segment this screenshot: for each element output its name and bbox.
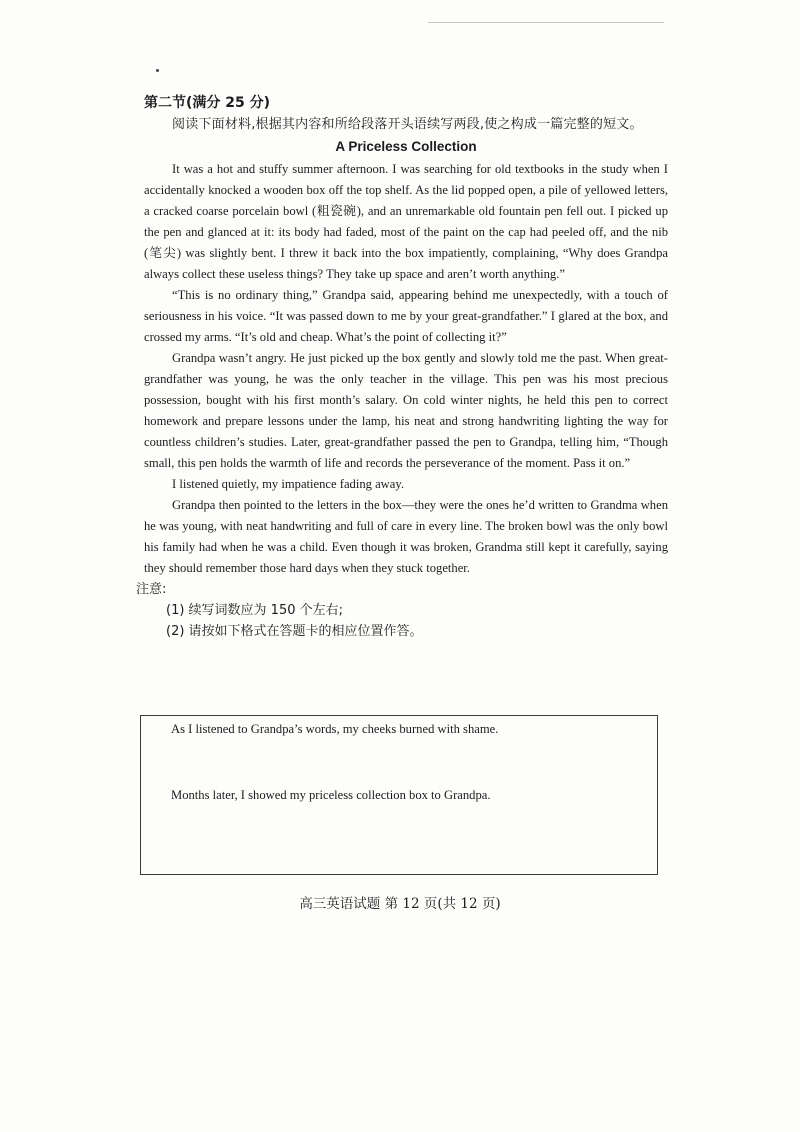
answer-box [140, 715, 658, 875]
story-paragraph: I listened quietly, my impatience fading away. [172, 477, 404, 491]
answer-opening-line-1: As I listened to Grandpa’s words, my cheeks burned with shame. [171, 722, 499, 736]
story-paragraph: It was a hot and stuffy summer afternoon. I was searching for old textbooks in the study when I accidentally knocked a wooden box off the top shelf. As the lid popped open, a pile of yellowed letters, a cracked coarse porcelain bowl (粗瓷碗), and an unremarkable old fountain pen fell out. I picked up the pen and glanced at it: its body had faded, most of the paint on the cap had peeled off, and the nib (笔尖) was slightly bent. I threw it back into the box impatiently, complaining, “Why does Grandpa always collect these useless things? They take up space and aren’t worth anything.” [144, 162, 668, 281]
top-rule [428, 22, 664, 23]
note-item: (1) 续写词数应为 150 个左右; [166, 603, 344, 618]
notes-heading: 注意: [136, 582, 167, 597]
section-title: 第二节(满分 25 分) [144, 95, 271, 111]
story-paragraph: “This is no ordinary thing,” Grandpa said, appearing behind me unexpectedly, with a touch of seriousness in his voice. “It was passed down to me by your great-grandfather.” I glared at the box, and crossed my arms. “It’s old and cheap. What’s the point of collecting it?” [144, 288, 668, 344]
answer-opening-line-2: Months later, I showed my priceless collection box to Grandpa. [171, 788, 491, 802]
scan-speck [156, 69, 159, 72]
task-instruction: 阅读下面材料,根据其内容和所给段落开头语续写两段,使之构成一篇完整的短文。 [172, 117, 643, 132]
story-paragraph: Grandpa then pointed to the letters in the box—they were the ones he’d written to Grandma when he was young, with neat handwriting and full of care in every line. The broken bowl was the only bowl his family had when he was a child. Even though it was broken, Grandma still kept it carefully, saying they should remember those hard days when they stuck together. [144, 498, 668, 575]
page-footer: 高三英语试题 第 12 页(共 12 页) [299, 896, 501, 912]
story-paragraph: Grandpa wasn’t angry. He just picked up the box gently and slowly told me the past. When great-grandfather was young, he was the only teacher in the village. This pen was his most precious possession, bought with his first month’s salary. On cold winter nights, he held this pen to correct homework and prepare lessons under the lamp, his neat and strong handwriting lighting the way for countless children’s studies. Later, great-grandfather passed the pen to Grandpa, telling him, “Though small, this pen holds the warmth of life and records the perseverance of the moment. Pass it on.” [144, 351, 668, 470]
page-content [136, 92, 668, 642]
note-item: (2) 请按如下格式在答题卡的相应位置作答。 [166, 624, 423, 639]
story-title: A Priceless Collection [335, 139, 477, 154]
